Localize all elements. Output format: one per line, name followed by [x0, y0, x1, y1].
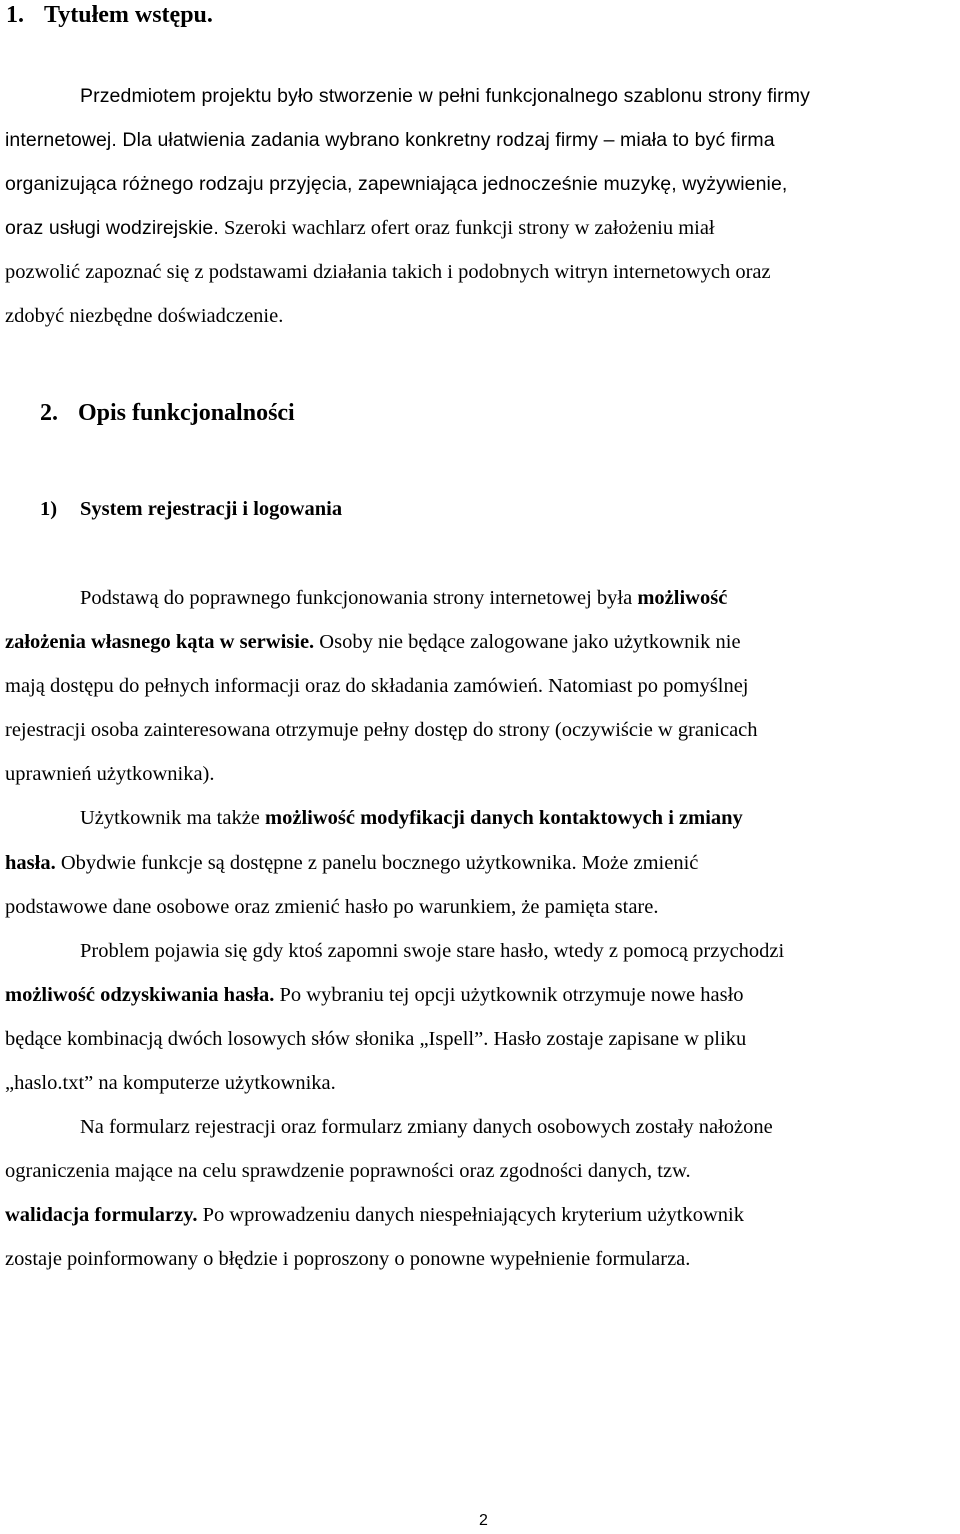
- section-2-title: Opis funkcjonalności: [78, 400, 295, 426]
- p2-line-2-text: Obydwie funkcje są dostępne z panelu bocznego użytkownika. Może zmienić: [55, 851, 699, 874]
- intro-line-5: pozwolić zapoznać się z podstawami działania takich i podobnych witryn internetowych oraz: [5, 261, 771, 284]
- p1-line-1: [5, 576, 957, 620]
- section-1-number: 1.: [6, 2, 24, 28]
- section-1-title: Tytułem wstępu.: [44, 2, 213, 28]
- p3-line-1: Problem pojawia się gdy ktoś zapomni swoje stare hasło, wtedy z pomocą przychodzi: [80, 939, 785, 962]
- p1-line-3-text-a: mają dostępu do pełnych informacji oraz do składania zamówień.: [5, 675, 543, 698]
- p4-line-3-bold: walidacja formularzy.: [5, 1204, 198, 1227]
- intro-line-1: Przedmiotem projektu było stworzenie w pełni funkcjonalnego szablonu strony firmy: [80, 85, 810, 107]
- p3-line-2-text: Po wybraniu tej opcji użytkownik otrzymuje nowe hasło: [274, 983, 744, 1006]
- p2-line-1: [5, 796, 957, 840]
- page-number: 2: [479, 1512, 488, 1529]
- section-2-heading: [40, 398, 295, 428]
- p2-line-1-bold: możliwość modyfikacji danych kontaktowych i zmiany: [265, 807, 743, 830]
- p4-line-4: zostaje poinformowany o błędzie i poproszony o ponowne wypełnienie formularza.: [5, 1248, 691, 1271]
- subsection-title: System rejestracji i logowania: [80, 498, 343, 520]
- p1-line-1-text: Podstawą do poprawnego funkcjonowania strony internetowej była: [80, 587, 638, 609]
- section-2-number: 2.: [40, 400, 58, 426]
- intro-line-4b: Szeroki wachlarz ofert oraz funkcji strony w założeniu miał: [223, 217, 715, 240]
- p4-line-2: ograniczenia mające na celu sprawdzenie poprawności oraz zgodności danych, tzw.: [5, 1160, 691, 1183]
- section-1-heading: [6, 0, 213, 30]
- intro-line-6: zdobyć niezbędne doświadczenie.: [5, 305, 284, 328]
- p2-line-3: podstawowe dane osobowe oraz zmienić hasło po warunkiem, że pamięta stare.: [5, 895, 659, 918]
- p1-line-2-bold: założenia własnego kąta w serwisie.: [5, 631, 315, 654]
- p1-line-5: uprawnień użytkownika).: [5, 763, 215, 786]
- p1-line-1-bold: możliwość: [637, 587, 728, 609]
- intro-paragraph: [5, 74, 957, 339]
- p2-line-2: [5, 841, 957, 885]
- p4-line-3: [5, 1193, 957, 1237]
- subsection-heading: [40, 496, 342, 522]
- functionality-paragraphs: [5, 576, 957, 1282]
- p4-line-3-text: Po wprowadzeniu danych niespełniających kryterium użytkownik: [197, 1204, 744, 1227]
- p2-line-2-bold: hasła.: [5, 851, 56, 874]
- p1-line-4: rejestracji osoba zainteresowana otrzymuje pełny dostęp do strony (oczywiście w granicach: [5, 719, 758, 742]
- intro-line-4a: oraz usługi wodzirejskie.: [5, 217, 219, 240]
- intro-line-2: internetowej. Dla ułatwienia zadania wybrano konkretny rodzaj firmy – miała to być firma: [5, 129, 775, 152]
- p3-line-2-bold: możliwość odzyskiwania hasła.: [5, 983, 275, 1006]
- intro-line-3: organizująca różnego rodzaju przyjęcia, zapewniająca jednocześnie muzykę, wyżywienie,: [5, 173, 788, 196]
- subsection-number: 1): [40, 498, 58, 520]
- p4-line-1: Na formularz rejestracji oraz formularz zmiany danych osobowych zostały nałożone: [80, 1116, 773, 1139]
- p3-line-4: „haslo.txt” na komputerze użytkownika.: [5, 1072, 336, 1095]
- p1-line-3: [5, 664, 957, 708]
- p2-line-1-text: Użytkownik ma także: [80, 807, 266, 830]
- p1-line-3-text-b: Natomiast po pomyślnej: [542, 675, 749, 698]
- p1-line-2-text: Osoby nie będące zalogowane jako użytkownik nie: [314, 631, 741, 654]
- intro-line-4: [5, 206, 957, 250]
- p1-line-2: [5, 620, 957, 664]
- p3-line-3: będące kombinacją dwóch losowych słów słonika „Ispell”. Hasło zostaje zapisane w pliku: [5, 1027, 747, 1050]
- p3-line-2: [5, 973, 957, 1017]
